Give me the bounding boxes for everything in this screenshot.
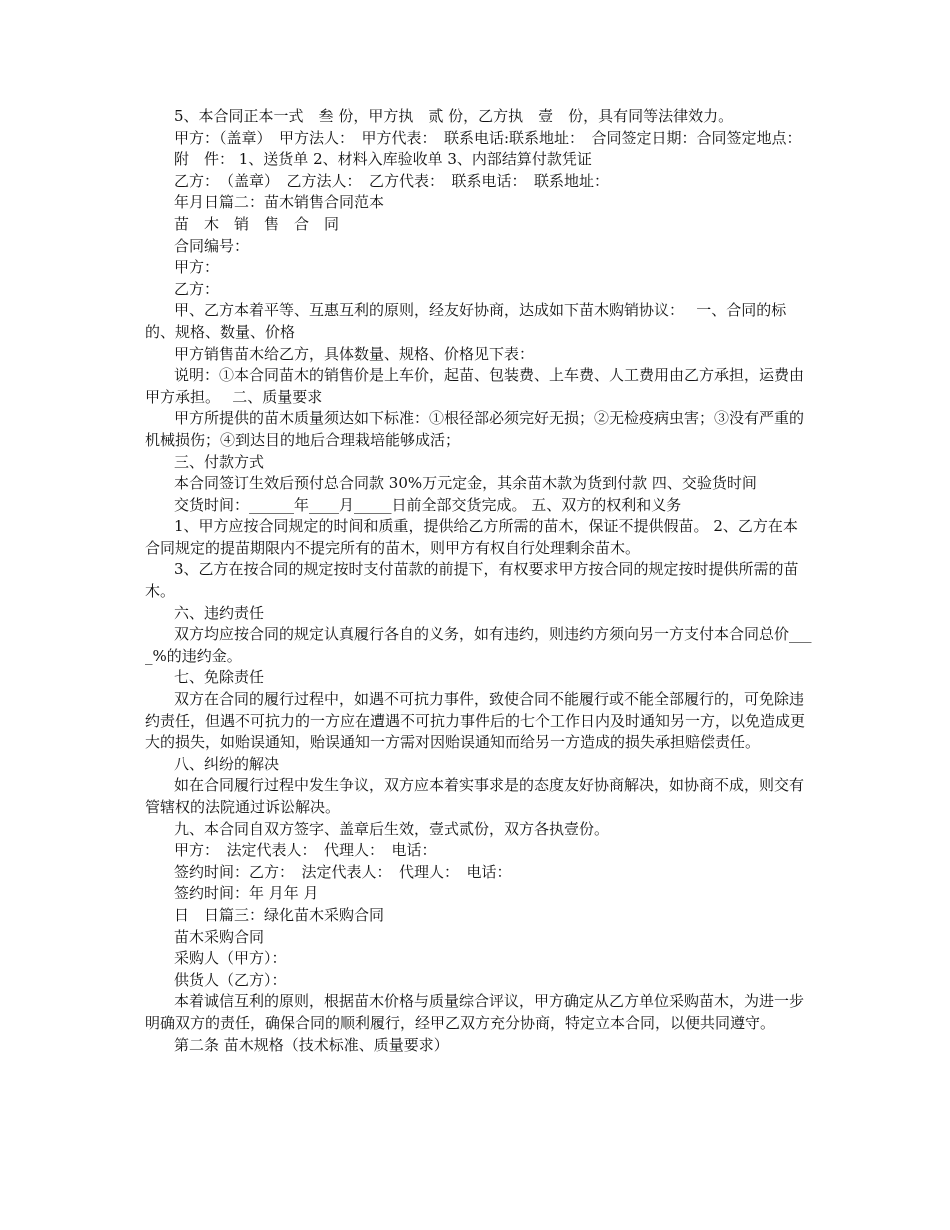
section-heading: 六、违约责任	[174, 603, 265, 622]
paragraph: 甲方所提供的苗木质量须达如下标准：①根径部必须完好无损；②无检疫病虫害；③没有严重的机械损伤；④到达目的地后合理栽培能够成活；	[145, 409, 805, 449]
paragraph: 双方均应按合同的规定认真履行各自的义务，如有违约，则违约方须向另一方支付本合同总价____%的违约金。	[145, 625, 812, 665]
paragraph: 采购人（甲方）：	[174, 949, 287, 968]
paragraph: 本合同签订生效后预付总合同款 30%万元定金，其余苗木款为货到付款 四、交验货时间	[174, 474, 757, 493]
section-heading: 第二条 苗木规格（技术标准、质量要求）	[174, 1035, 449, 1054]
paragraph: 甲方：	[174, 258, 220, 277]
paragraph: 九、本合同自双方签字、盖章后生效，壹式贰份，双方各执壹份。	[174, 819, 610, 838]
paragraph: 甲方：（盖章） 甲方法人： 甲方代表： 联系电话:联系地址： 合同签定日期：合同签定地点：	[174, 128, 802, 147]
paragraph: 3、乙方在按合同的规定按时支付苗款的前提下，有权要求甲方按合同的规定按时提供所需的苗木。	[145, 560, 799, 601]
signature-line: 甲方： 法定代表人： 代理人： 电话：	[174, 841, 437, 860]
paragraph: 甲方销售苗木给乙方，具体数量、规格、价格见下表：	[174, 344, 535, 363]
paragraph: 乙方：	[174, 279, 220, 298]
section-heading: 三、付款方式	[174, 452, 265, 471]
paragraph: 年月日篇二：苗木销售合同范本	[174, 193, 385, 212]
section-heading: 八、纠纷的解决	[174, 754, 280, 773]
paragraph: 甲、乙方本着平等、互惠互利的原则，经友好协商，达成如下苗木购销协议： 一、合同的标的、规格、数量、价格	[145, 301, 787, 341]
section-heading: 七、免除责任	[174, 668, 265, 687]
paragraph: 双方在合同的履行过程中，如遇不可抗力事件，致使合同不能履行或不能全部履行的，可免除违约责任，但遇不可抗力的一方应在遭遇不可抗力事件后的七个工作日内及时通知另一方，以免造成更大的损失，如贻误通知，贻误通知一方需对因贻误通知而给另一方造成的损失承担赔偿责任。	[145, 690, 806, 752]
paragraph: 如在合同履行过程中发生争议，双方应本着实事求是的态度友好协商解决，如协商不成，则交有管辖权的法院通过诉讼解决。	[145, 776, 805, 816]
paragraph: 1、甲方应按合同规定的时间和质重，提供给乙方所需的苗木，保证不提供假苗。 2、乙方在本合同规定的提苗期限内不提完所有的苗木，则甲方有权自行处理剩余苗木。	[145, 517, 798, 557]
section-title: 苗木采购合同	[174, 927, 265, 946]
paragraph: 交货时间：______年____月_____日前全部交货完成。 五、双方的权利和义务	[174, 495, 682, 514]
paragraph: 日 日篇三：绿化苗木采购合同	[174, 905, 385, 924]
paragraph: 附 件： 1、送货单 2、材料入库验收单 3、内部结算付款凭证	[174, 150, 592, 169]
paragraph: 供货人（乙方）：	[174, 970, 287, 989]
paragraph: 乙方： （盖章） 乙方法人： 乙方代表： 联系电话： 联系地址：	[174, 171, 610, 190]
paragraph: 合同编号：	[174, 236, 250, 255]
paragraph: 本着诚信互利的原则，根据苗木价格与质量综合评议，甲方确定从乙方单位采购苗木，为进一步明确双方的责任，确保合同的顺利履行，经甲乙双方充分协商，特定立本合同，以便共同遵守。	[145, 992, 805, 1032]
paragraph: 说明：①本合同苗木的销售价是上车价，起苗、包装费、上车费、人工费用由乙方承担，运费由甲方承担。 二、质量要求	[145, 366, 805, 406]
section-title: 苗 木 销 售 合 同	[174, 214, 340, 233]
paragraph: 5、本合同正本一式 叁 份，甲方执 贰 份，乙方执 壹 份，具有同等法律效力。	[174, 107, 734, 125]
signature-line: 签约时间：乙方： 法定代表人： 代理人： 电话：	[174, 862, 512, 881]
signature-line: 签约时间：年 月年 月	[174, 884, 319, 903]
